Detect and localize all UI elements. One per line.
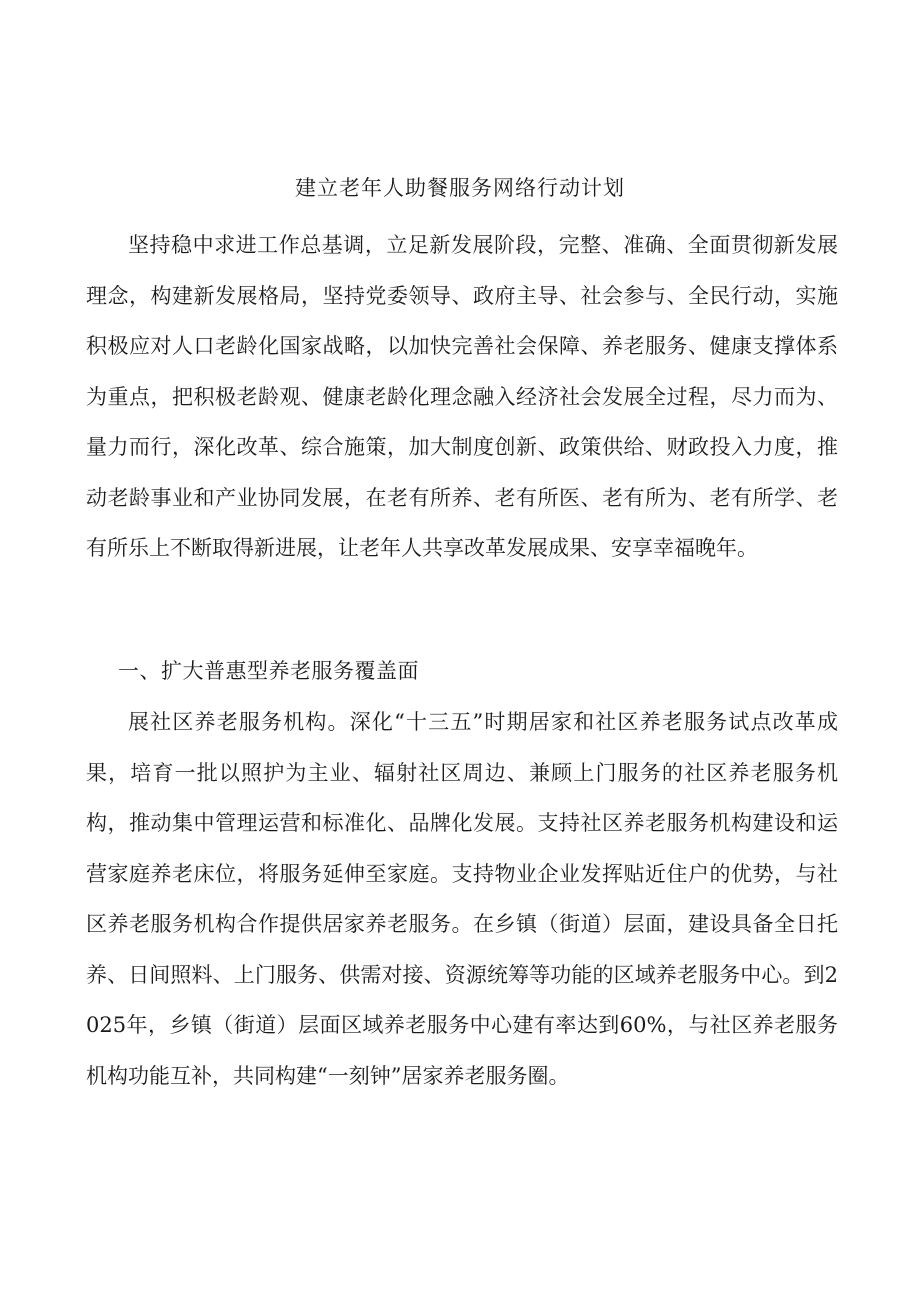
section-heading: 一、扩大普惠型养老服务覆盖面 [118,659,419,683]
section-paragraph: 展社区养老服务机构。深化“十三五”时期居家和社区养老服务试点改革成果，培育一批以照护为主业、辐射社区周边、兼顾上门服务的社区养老服务机构，推动集中管理运营和标准化、品牌化发展。支持社区养老服务机构建设和运营家庭养老床位，将服务延伸至家庭。支持物业企业发挥贴近住户的优势，与社区养老服务机构合作提供居家养老服务。在乡镇（街道）层面，建设具备全日托养、日间照料、上门服务、供需对接、资源统筹等功能的区域养老服务中心。到2025年，乡镇（街道）层面区域养老服务中心建有率达到60%，与社区养老服务机构功能互补，共同构建“一刻钟”居家养老服务圈。 [86,710,838,1088]
document-title: 建立老年人助餐服务网络行动计划 [295,176,625,200]
intro-paragraph: 坚持稳中求进工作总基调，立足新发展阶段，完整、准确、全面贯彻新发展理念，构建新发展格局，坚持党委领导、政府主导、社会参与、全民行动，实施积极应对人口老龄化国家战略，以加快完善社会保障、养老服务、健康支撑体系为重点，把积极老龄观、健康老龄化理念融入经济社会发展全过程，尽力而为、量力而行，深化改革、综合施策，加大制度创新、政策供给、财政投入力度，推动老龄事业和产业协同发展，在老有所养、老有所医、老有所为、老有所学、老有所乐上不断取得新进展，让老年人共享改革发展成果、安享幸福晚年。 [86,233,838,560]
